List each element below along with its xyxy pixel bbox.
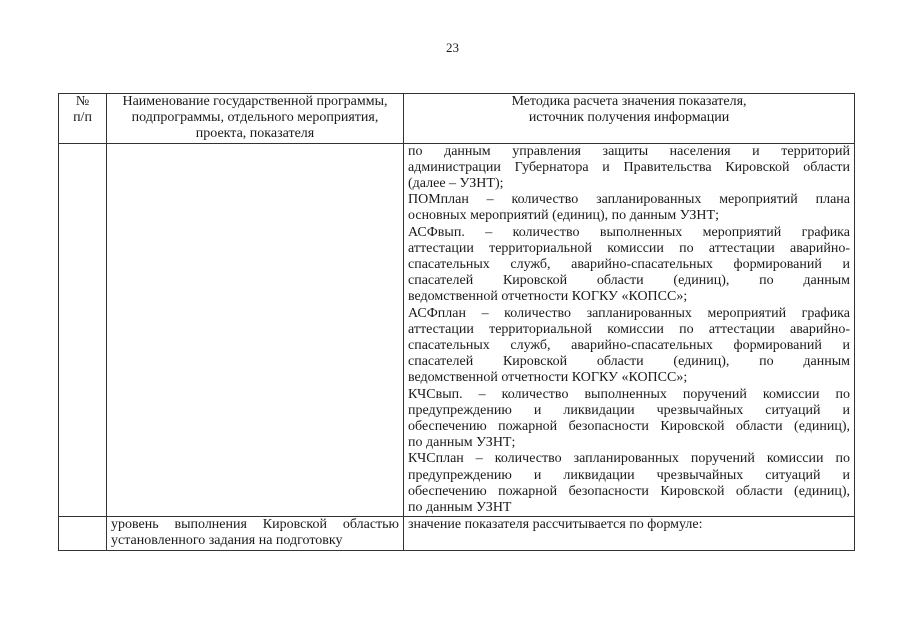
header-method: [404, 94, 855, 144]
header-name-line: проекта, показателя: [195, 126, 315, 142]
text-line: уровень выполнения Кировской областью: [111, 517, 399, 533]
text-line: обеспечению пожарной безопасности Кировской области (единиц),: [408, 419, 850, 435]
cell-method: [404, 517, 855, 550]
text-line: АСФвып. – количество выполненных мероприятий графика: [408, 224, 850, 240]
header-name-line: подпрограммы, отдельного мероприятия,: [131, 110, 379, 126]
indicator-table: [58, 93, 855, 551]
header-method-line: Методика расчета значения показателя,: [511, 94, 747, 109]
cell-name: [107, 143, 404, 517]
text-line: АСФплан – количество запланированных мероприятий графика: [408, 305, 850, 321]
table-header-row: [59, 94, 855, 144]
table-row: [59, 143, 855, 517]
header-number: [59, 94, 107, 144]
text-line: спасательных служб, аварийно-спасательных формирований и: [408, 338, 850, 354]
text-line: (далее – УЗНТ);: [408, 176, 504, 192]
text-line: спасательных служб, аварийно-спасательных формирований и: [408, 257, 850, 273]
text-line: предупреждению и ликвидации чрезвычайных ситуаций и: [408, 467, 850, 483]
cell-number: [59, 517, 107, 550]
table-row: [59, 517, 855, 550]
page-number: 23: [446, 40, 459, 55]
text-line: по данным управления защиты населения и территорий: [408, 143, 850, 159]
text-line: по данным УЗНТ: [408, 500, 512, 516]
header-name: [107, 94, 404, 144]
header-method-line: источник получения информации: [528, 110, 730, 126]
text-line: КЧСплан – количество запланированных поручений комиссии по: [408, 451, 850, 467]
header-number-line: п/п: [73, 110, 92, 126]
text-line: основных мероприятий (единиц), по данным УЗНТ;: [408, 208, 719, 224]
text-line: по данным УЗНТ;: [408, 435, 516, 451]
header-name-line: Наименование государственной программы,: [122, 94, 388, 109]
text-line: спасателей Кировской области (единиц), по данным: [408, 273, 850, 289]
cell-number: [59, 143, 107, 517]
text-line: предупреждению и ликвидации чрезвычайных ситуаций и: [408, 402, 850, 418]
cell-name: [107, 517, 404, 550]
text-line: спасателей Кировской области (единиц), по данным: [408, 354, 850, 370]
text-line: ведомственной отчетности КОГКУ «КОПСС»;: [408, 289, 688, 305]
text-line: ведомственной отчетности КОГКУ «КОПСС»;: [408, 370, 688, 386]
text-line: администрации Губернатора и Правительства Кировской области: [408, 159, 850, 175]
text-line: установленного задания на подготовку: [111, 533, 343, 549]
text-line: ПОМплан – количество запланированных мероприятий плана: [408, 192, 850, 208]
text-line: аттестации территориальной комиссии по аттестации аварийно-: [408, 240, 850, 256]
cell-method: [404, 143, 855, 517]
text-line: КЧСвып. – количество выполненных поручений комиссии по: [408, 386, 850, 402]
text-line: аттестации территориальной комиссии по аттестации аварийно-: [408, 321, 850, 337]
text-line: обеспечению пожарной безопасности Кировской области (единиц),: [408, 483, 850, 499]
text-line: значение показателя рассчитывается по формуле:: [408, 517, 703, 533]
header-number-line: №: [75, 94, 90, 109]
